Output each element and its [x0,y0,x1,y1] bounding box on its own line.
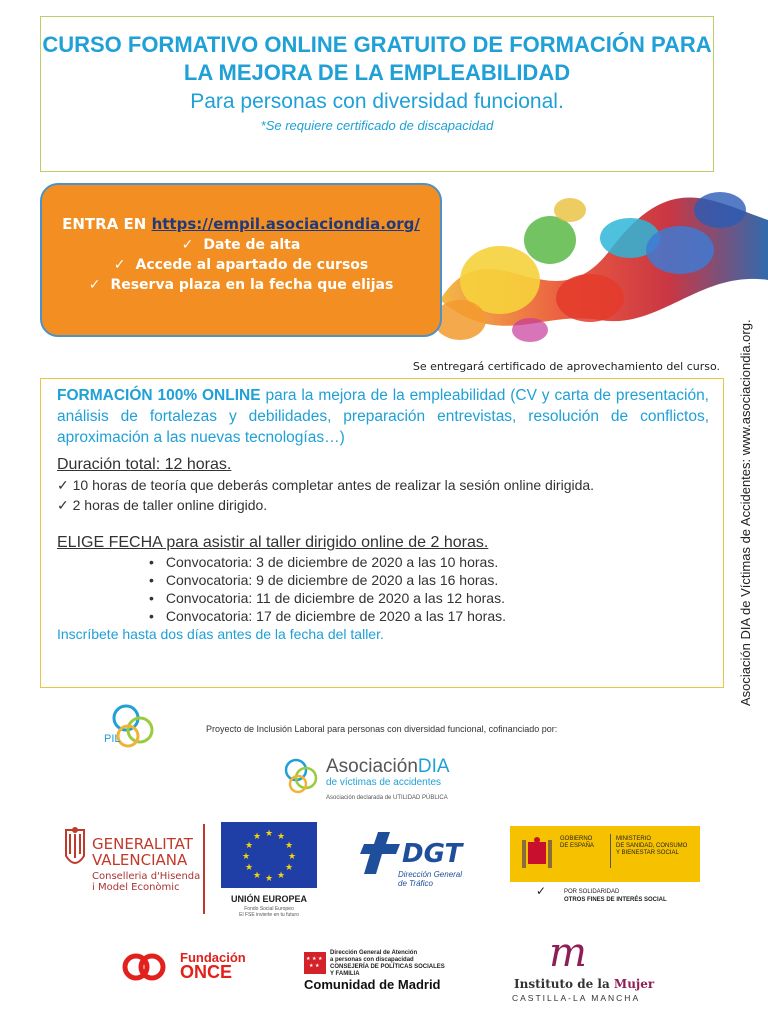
svg-text:★: ★ [244,841,254,851]
dia-logo-icon [280,756,320,796]
dgt-sub-1: Dirección General [398,870,463,879]
gobierno-label [560,836,594,850]
dgt-sub-2: de Tráfico [398,879,433,888]
session-item: • Convocatoria: 9 de diciembre de 2020 a las 16 horas. [149,572,499,588]
svg-text:★: ★ [241,852,251,862]
platform-link[interactable]: https://empil.asociaciondia.org/ [151,215,420,233]
duration-item: ✓ 2 horas de taller online dirigido. [57,497,268,513]
ps-line1: POR SOLIDARIDAD [564,889,620,895]
comunidad-madrid-label: Comunidad de Madrid [304,977,441,992]
session-text: Convocatoria: 9 de diciembre de 2020 a las 16 horas. [165,572,499,588]
session-text: Convocatoria: 3 de diciembre de 2020 a las 10 horas. [165,554,499,570]
dia-name-b: DIA [417,756,450,777]
duration-heading: Duración total: 12 horas. [57,456,232,473]
gob-line1: GOBIERNO [560,836,593,842]
instituto-mujer-icon [540,932,596,972]
once-line2: ONCE [180,962,233,982]
svg-text:★: ★ [306,956,311,962]
gv-line2: VALENCIANA [92,851,188,869]
madrid-flag-icon [304,952,326,974]
solidaridad-label [564,888,667,904]
fundacion-once-logo [180,950,246,980]
svg-text:★: ★ [287,852,297,862]
svg-text:★: ★ [276,871,286,881]
step-label: Reserva plaza en la fecha que elijas [110,277,394,293]
madrid-s1: Dirección General de Atención [330,950,418,956]
check-icon: ✓ [181,237,194,253]
session-item: • Convocatoria: 11 de diciembre de 2020 a las 12 horas. [149,590,505,606]
eu-small-1: Fondo Social Europeo [244,906,294,912]
registration-deadline: Inscríbete hasta dos días antes de la fecha del taller. [57,626,384,642]
instituto-mujer-label [514,977,654,991]
enter-prefix: ENTRA EN [62,215,147,233]
dia-subtitle: de víctimas de accidentes [326,777,442,788]
step-item [42,257,440,273]
svg-text:★: ★ [309,963,314,969]
header-box [40,16,714,172]
step-label: Date de alta [203,237,301,253]
signup-instructions-box [40,183,442,337]
gv-line3: Conselleria d'Hisenda [92,871,201,882]
eu-small-2: El FSE invierte en tu futuro [239,912,299,918]
session-text: Convocatoria: 17 de diciembre de 2020 a las 17 horas. [165,608,507,624]
gob-line2: DE ESPAÑA [560,843,594,849]
dgt-subtitle [398,870,462,888]
check-icon: ✓ [113,257,126,273]
dia-public-utility: Asociación declarada de UTILIDAD PÚBLICA [326,795,448,801]
dia-name-a: Asociación [326,756,418,777]
ministerio-label [616,836,687,857]
course-info-box [40,378,724,688]
madrid-s3: CONSEJERÍA DE POLÍTICAS SOCIALES [330,964,445,970]
svg-text:m: m [549,932,587,972]
check-icon: ✓ [536,884,547,898]
duration-item-text: 2 horas de taller online dirigido. [72,497,268,513]
generalitat-valenciana-logo [92,836,200,893]
session-item: • Convocatoria: 17 de diciembre de 2020 a las 17 horas. [149,608,507,624]
enter-line [42,215,440,233]
course-subtitle: Para personas con diversidad funcional. [190,90,564,113]
vertical-association-text: Asociación DIA de Víctimas de Accidentes: www.asociaciondia.org. [738,319,753,706]
course-intro [57,385,709,448]
choose-date-text: ELIGE FECHA para asistir al taller dirigido online de 2 horas. [57,534,489,551]
once-line1: Fundación [180,950,246,965]
pil-label: PIL [104,733,121,745]
min-line2: DE SANIDAD, CONSUMO [616,843,688,849]
check-icon: ✓ [88,277,101,293]
madrid-s4: Y FAMILIA [330,971,360,977]
mujer-a: Instituto de la [514,977,614,991]
course-title: CURSO FORMATIVO ONLINE GRATUITO DE FORMACIÓN PARA LA MEJORA DE LA EMPLEABILIDAD [42,32,712,85]
mujer-b: Mujer [613,977,655,991]
svg-text:★: ★ [284,841,294,851]
svg-text:★: ★ [252,832,262,842]
once-logo-icon [122,950,174,984]
dia-name [326,756,450,778]
min-line3: Y BIENESTAR SOCIAL [616,850,679,856]
dgt-text: DGT [402,839,463,869]
madrid-s2: a personas con discapacidad [330,957,414,963]
svg-text:★: ★ [318,956,323,962]
svg-text:★: ★ [276,832,286,842]
svg-text:★: ★ [312,956,317,962]
min-line1: MINISTERIO [616,836,652,842]
pil-logo [100,700,164,756]
step-label: Accede al apartado de cursos [135,257,369,273]
intro-bold: FORMACIÓN 100% ONLINE [57,387,261,404]
eu-flag-icon [221,822,317,888]
step-item [42,277,440,293]
duration-item-text: 10 horas de teoría que deberás completar antes de realizar la sesión online dirigida. [72,477,595,493]
duration-item: ✓ 10 horas de teoría que deberás completar antes de realizar la sesión online dirigida. [57,477,595,493]
gv-line1: GENERALITAT [92,835,193,853]
eu-label: UNIÓN EUROPEA [230,894,307,904]
svg-text:★: ★ [244,863,254,873]
ps-line2: OTROS FINES DE INTERÉS SOCIAL [564,897,667,903]
choose-date-heading [57,534,709,552]
project-cofinancing-text: Proyecto de Inclusión Laboral para personas con diversidad funcional, cofinanciado por: [206,724,558,734]
madrid-direccion-text [330,950,445,978]
svg-text:★: ★ [264,829,274,839]
svg-text:★: ★ [264,874,274,884]
session-item: • Convocatoria: 3 de diciembre de 2020 a las 10 horas. [149,554,499,570]
certificate-note: Se entregará certificado de aprovechamiento del curso. [412,360,720,373]
gv-line4: i Model Econòmic [92,882,180,893]
certificate-requirement: *Se requiere certificado de discapacidad [260,118,494,133]
logo-divider [203,824,205,914]
session-text: Convocatoria: 11 de diciembre de 2020 a las 12 horas. [165,590,505,606]
svg-text:★: ★ [252,871,262,881]
castilla-la-mancha-label: CASTILLA-LA MANCHA [512,993,641,1003]
intro-text: para la mejora de la empleabilidad (CV y carta de presentación, análisis de fortalezas y debilidades, preparación entrevistas, resolución de conflictos, aproximación a las nuevas tecnologías…) [57,387,709,446]
svg-text:★: ★ [315,963,320,969]
spain-coat-of-arms-icon [520,836,554,872]
gob-separator [610,834,611,868]
eu-fund-text [221,906,317,918]
step-item [42,237,440,253]
svg-text:★: ★ [284,863,294,873]
generalitat-shield-icon [64,826,86,880]
